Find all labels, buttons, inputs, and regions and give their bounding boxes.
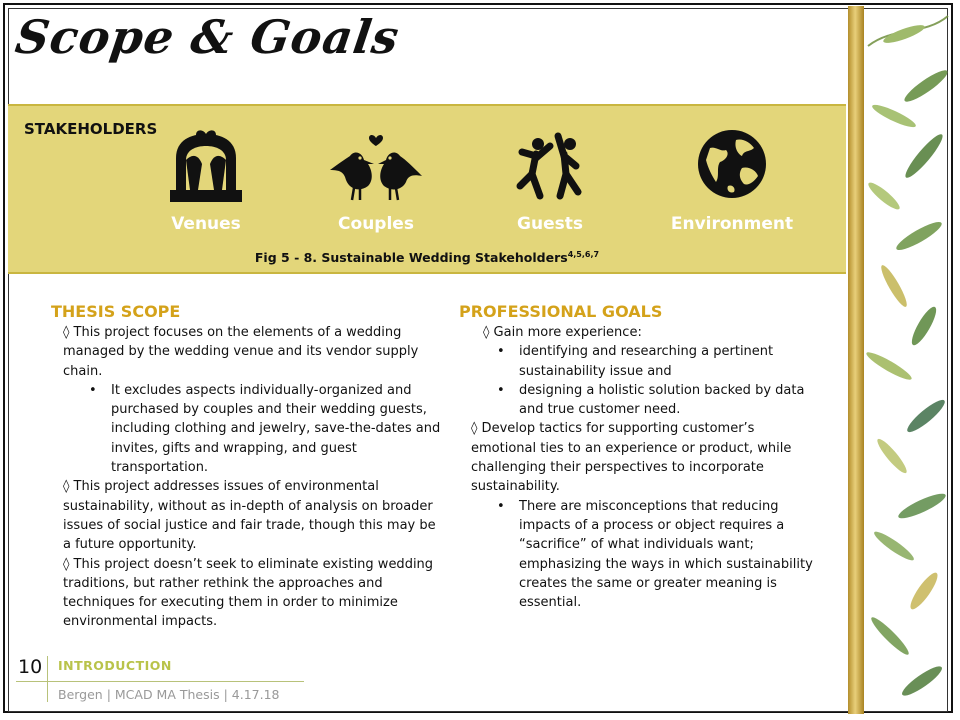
list-item: • identifying and researching a pertinent sustainability issue and	[519, 342, 817, 381]
stakeholders-band	[8, 104, 846, 274]
page-number: 10	[18, 656, 43, 678]
stakeholders-label: STAKEHOLDERS	[24, 120, 158, 138]
professional-goals-paragraph: ◊ Gain more experience:	[483, 325, 642, 340]
professional-goals-bullets	[471, 497, 817, 613]
professional-goals-heading: PROFESSIONAL GOALS	[459, 302, 663, 321]
stakeholder-guests: Guests	[517, 214, 583, 234]
globe-icon	[692, 124, 772, 204]
footer-section-label: INTRODUCTION	[58, 658, 172, 673]
footer-divider-horizontal	[16, 681, 304, 682]
caption-references: 4,5,6,7	[567, 250, 600, 259]
professional-goals-section	[459, 302, 817, 612]
list-item: • There are misconceptions that reducing impacts of a process or object requires a “sacrifice” of what individuals want; emphasizing the ways in which sustainability creates the same or greater meaning is essential.	[519, 497, 817, 613]
dancing-people-icon	[510, 124, 590, 204]
stakeholder-environment: Environment	[670, 214, 794, 234]
lovebirds-icon	[326, 124, 426, 204]
professional-goals-bullets	[471, 342, 817, 419]
thesis-scope-bullets	[63, 381, 441, 477]
figure-caption: Fig 5 - 8. Sustainable Wedding Stakeholders$^{4,5,6,7}$	[254, 250, 600, 266]
thesis-scope-paragraph: ◊ This project focuses on the elements of a wedding managed by the wedding venue and its vendor supply chain.	[63, 325, 419, 379]
stakeholder-venues: Venues	[171, 214, 241, 234]
thesis-scope-paragraph: ◊ This project doesn’t seek to eliminate existing wedding traditions, but rather rethink the approaches and techniques for executing them in order to minimize environmental impacts.	[63, 556, 434, 630]
list-item: • It excludes aspects individually-organized and purchased by couples and their wedding guests, including clothing and jewelry, save-the-dates and invites, gifts and wrapping, and guest transportation.	[111, 381, 441, 477]
professional-goals-paragraph: ◊ Develop tactics for supporting customer’s emotional ties to an experience or product, while challenging their perspectives to incorporate sustainability.	[471, 421, 792, 495]
thesis-scope-section	[51, 302, 441, 632]
gold-foil-strip	[848, 6, 864, 714]
footer-meta: Bergen | MCAD MA Thesis | 4.17.18	[58, 687, 280, 702]
footer-divider-vertical	[47, 656, 48, 702]
list-item: • designing a holistic solution backed by data and true customer need.	[519, 381, 817, 420]
watercolor-leaves-decoration	[864, 6, 950, 714]
thesis-scope-paragraph: ◊ This project addresses issues of environmental sustainability, without as in-depth of analysis on broader issues of social justice and fair trade, though this may be a future opportunity.	[63, 479, 436, 553]
thesis-scope-heading: THESIS SCOPE	[51, 302, 181, 321]
stakeholder-couples: Couples	[338, 214, 414, 234]
slide-title: Scope & Goals	[12, 10, 403, 64]
wedding-arch-icon	[166, 124, 246, 204]
